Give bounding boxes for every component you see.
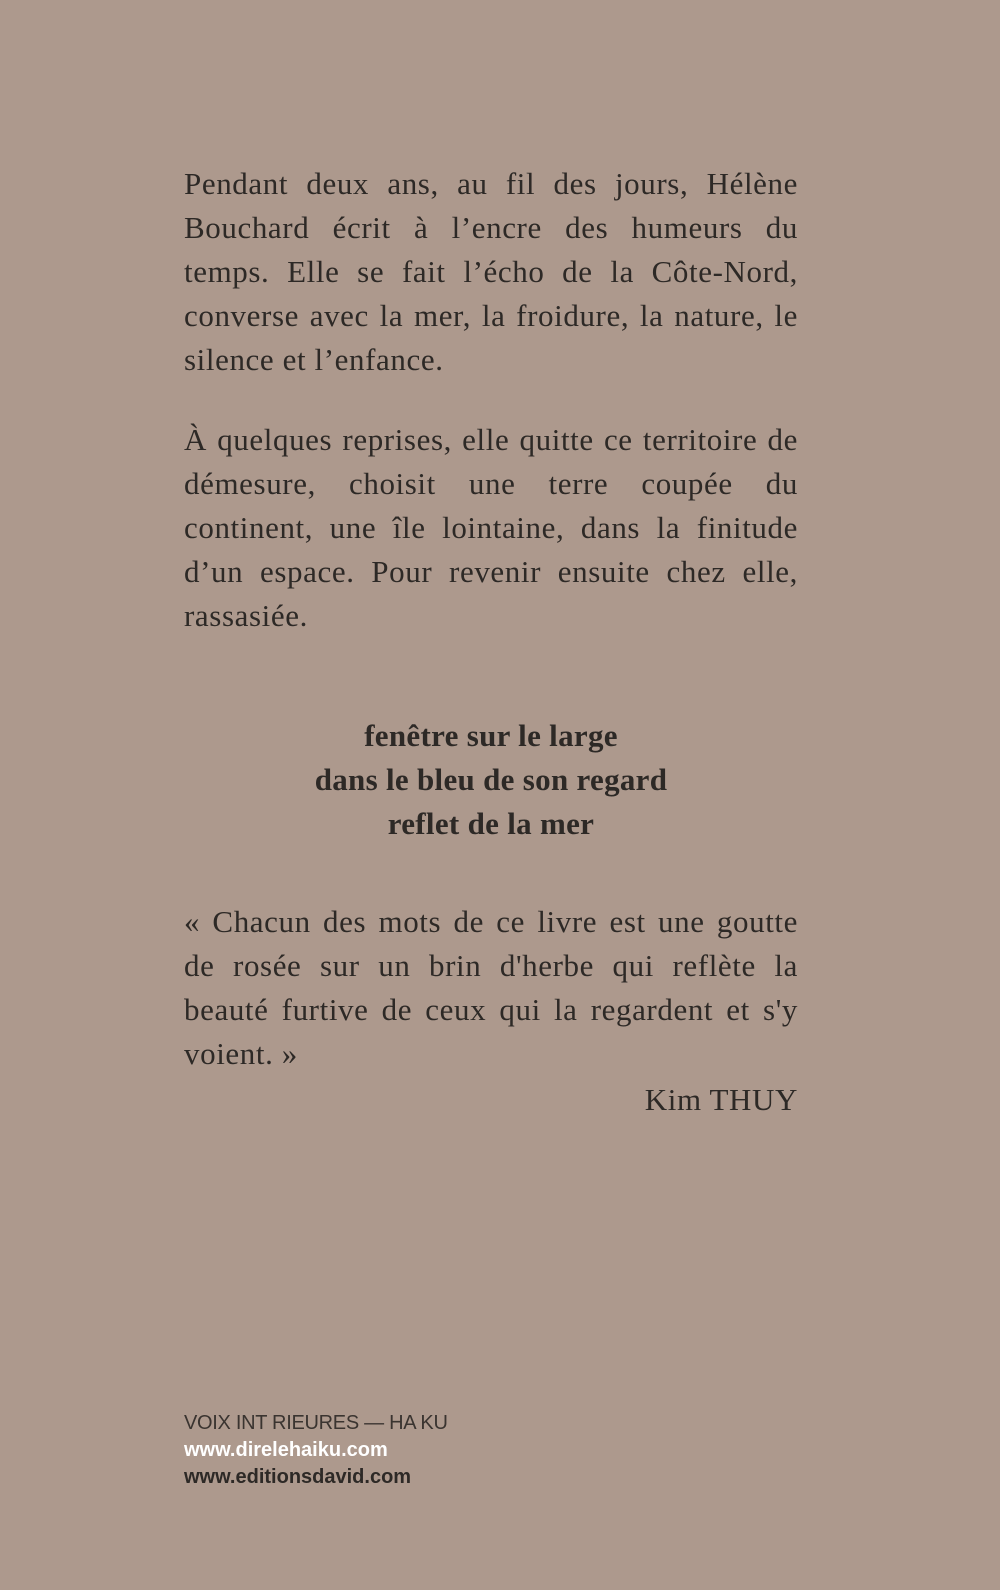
summary-paragraph-1: Pendant deux ans, au fil des jours, Hélène Bouchard écrit à l’encre des humeurs du temps. Elle se fait l’écho de la Côte-Nord, converse avec la mer, la froidure, la nature, le silence et l’enfance. xyxy=(184,166,798,377)
haiku-line-2: dans le bleu de son regard xyxy=(314,762,668,797)
website-link-direlehaiku[interactable]: www.direlehaiku.com xyxy=(184,1439,388,1461)
publisher-footer xyxy=(184,1410,448,1491)
summary-paragraph-2: À quelques reprises, elle quitte ce territoire de démesure, choisit une terre coupée du continent, une île lointaine, dans la finitude d’un espace. Pour revenir ensuite chez elle, rassasiée. xyxy=(184,422,798,633)
quote-author: Kim THUY xyxy=(644,1082,798,1117)
haiku-line-3: reflet de la mer xyxy=(387,806,595,841)
haiku-line-1: fenêtre sur le large xyxy=(364,718,618,753)
testimonial-quote: « Chacun des mots de ce livre est une goutte de rosée sur un brin d'herbe qui reflète la beauté furtive de ceux qui la regardent et s'y voient. » xyxy=(184,904,798,1071)
haiku-poem xyxy=(184,714,798,846)
series-name: VOIX INT RIEURES — HA KU xyxy=(184,1412,448,1434)
website-link-editionsdavid[interactable]: www.editionsdavid.com xyxy=(184,1466,412,1488)
